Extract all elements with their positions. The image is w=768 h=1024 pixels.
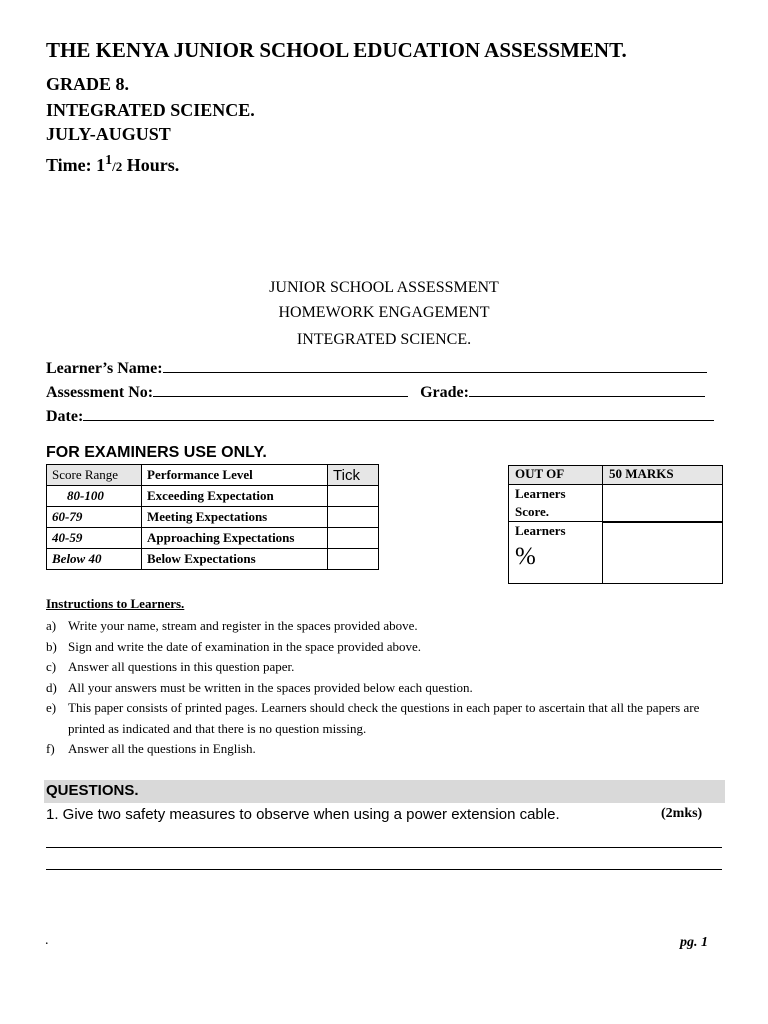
tick-cell[interactable]	[328, 507, 379, 528]
score-range-cell: 80-100	[47, 486, 142, 507]
date-line[interactable]	[83, 405, 714, 421]
col-score-range: Score Range	[47, 465, 142, 486]
time-prefix: Time: 1	[46, 155, 106, 175]
total-marks-label: 50 MARKS	[603, 466, 723, 485]
assessment-no-label: Assessment No:	[46, 384, 154, 401]
assessment-row	[46, 381, 705, 402]
answer-line-2[interactable]	[46, 869, 722, 870]
grade-label: Grade:	[420, 384, 469, 401]
learners-percent-line1: Learners	[515, 523, 566, 538]
questions-banner	[44, 780, 725, 803]
item-text: All your answers must be written in the spaces provided below each question.	[68, 679, 473, 695]
grade-heading: GRADE 8.	[46, 74, 130, 94]
center-line-2: HOMEWORK ENGAGEMENT	[278, 304, 490, 321]
item-label: c)	[46, 659, 57, 674]
table-row	[47, 549, 379, 570]
time-sub: /2	[112, 159, 123, 174]
instructions-list	[46, 616, 716, 760]
performance-level-cell: Exceeding Expectation	[142, 486, 328, 507]
performance-level-cell: Below Expectations	[142, 549, 328, 570]
item-text: Write your name, stream and register in the spaces provided above.	[68, 618, 418, 633]
item-label: d)	[46, 679, 57, 695]
question-1-marks: (2mks)	[661, 806, 703, 821]
learners-score-line1: Learners	[515, 486, 566, 501]
score-range-cell: Below 40	[47, 549, 142, 570]
question-1-text: 1. Give two safety measures to observe when using a power extension cable.	[46, 806, 560, 823]
page-number: pg. 1	[680, 935, 708, 950]
list-item	[46, 657, 716, 678]
time-sup: 1	[105, 153, 113, 168]
subject-heading: INTEGRATED SCIENCE.	[46, 100, 255, 120]
item-label: f)	[46, 741, 55, 756]
item-label: a)	[46, 618, 57, 633]
performance-table	[46, 464, 379, 570]
performance-table-header	[47, 465, 379, 486]
learner-name-row	[46, 357, 707, 378]
center-line-3: INTEGRATED SCIENCE.	[296, 331, 472, 348]
date-row	[46, 405, 714, 426]
table-row	[47, 486, 379, 507]
percent-sign: %	[515, 543, 536, 570]
learners-percent-row	[509, 522, 723, 584]
list-item	[46, 637, 716, 658]
performance-level-cell: Approaching Expectations	[142, 528, 328, 549]
col-performance-level: Performance Level	[142, 465, 328, 486]
list-item	[46, 616, 716, 637]
footer-dot: .	[45, 933, 49, 948]
list-item	[46, 698, 716, 739]
list-item	[46, 678, 716, 699]
score-range-cell: 60-79	[47, 507, 142, 528]
list-item	[46, 739, 716, 760]
time-suffix: Hours.	[122, 155, 180, 175]
center-line-1: JUNIOR SCHOOL ASSESSMENT	[269, 279, 499, 296]
learners-percent-cell[interactable]	[603, 522, 723, 584]
score-range-cell: 40-59	[47, 528, 142, 549]
instructions-heading: Instructions to Learners.	[46, 596, 185, 611]
date-label: Date:	[46, 408, 84, 425]
item-label: e)	[46, 700, 57, 715]
grade-line[interactable]	[469, 381, 705, 397]
score-box-header	[509, 466, 723, 485]
learners-score-row	[509, 485, 723, 522]
item-label: b)	[46, 638, 57, 654]
learners-score-line2: Score.	[515, 504, 550, 519]
performance-level-cell: Meeting Expectations	[142, 507, 328, 528]
tick-cell[interactable]	[328, 549, 379, 570]
item-text: Answer all the questions in English.	[68, 741, 256, 756]
learner-name-label: Learner’s Name:	[46, 360, 163, 377]
table-row	[47, 507, 379, 528]
col-tick: Tick	[328, 465, 379, 486]
tick-cell[interactable]	[328, 528, 379, 549]
learners-score-cell[interactable]	[603, 485, 723, 522]
item-text: Answer all questions in this question paper.	[68, 659, 295, 674]
out-of-label: OUT OF	[509, 466, 603, 485]
score-box	[508, 465, 723, 584]
learner-name-line[interactable]	[163, 357, 707, 373]
assessment-no-line[interactable]	[153, 381, 408, 397]
tick-cell[interactable]	[328, 486, 379, 507]
questions-heading: QUESTIONS.	[46, 782, 139, 799]
item-text: This paper consists of printed pages. Learners should check the questions in each paper to ascertain that all the papers are printed as indicated and that there is no question missing.	[68, 700, 700, 736]
item-text: Sign and write the date of examination in the space provided above.	[68, 638, 422, 654]
time-heading	[46, 153, 179, 176]
examiners-heading: FOR EXAMINERS USE ONLY.	[46, 444, 267, 461]
learners-percent-label	[509, 522, 603, 584]
learners-score-label	[509, 485, 603, 522]
answer-line-1[interactable]	[46, 847, 722, 848]
document-title: THE KENYA JUNIOR SCHOOL EDUCATION ASSESSMENT.	[46, 38, 627, 62]
table-row	[47, 528, 379, 549]
term-heading: JULY-AUGUST	[46, 124, 171, 144]
